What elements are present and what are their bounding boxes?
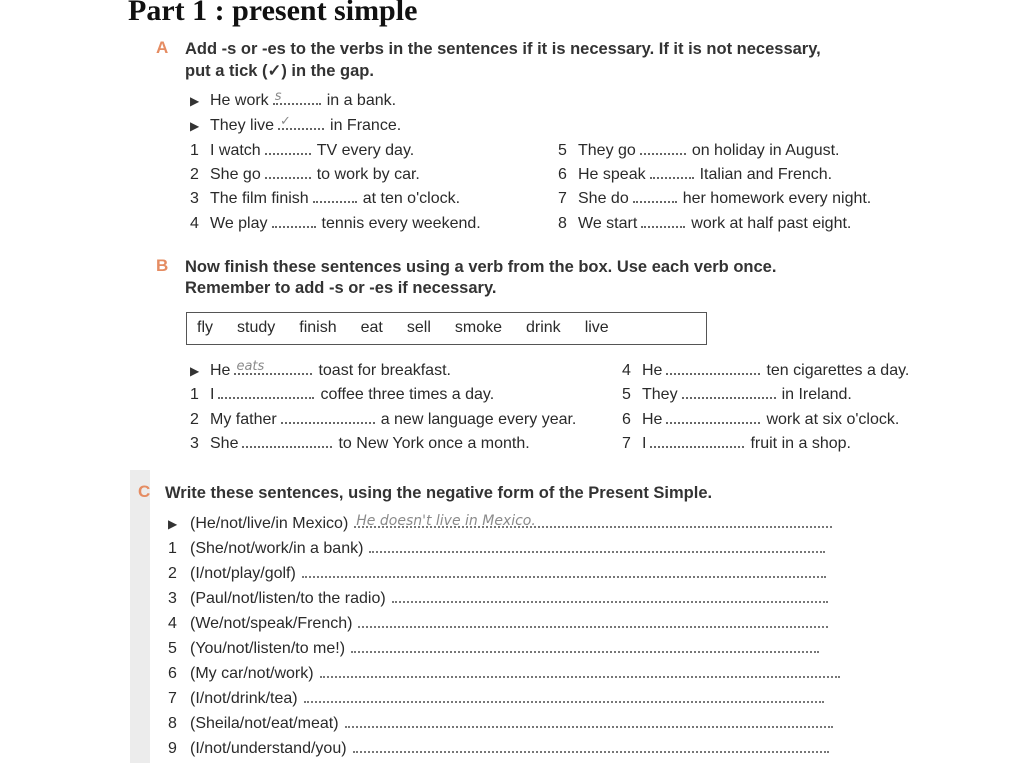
section-c-item: 6 (My car/not/work)	[168, 662, 840, 686]
section-c-item: 4 (We/not/speak/French)	[168, 612, 828, 636]
verb-word: sell	[406, 319, 431, 336]
answer-gap[interactable]	[650, 432, 744, 448]
section-a-item: 4 We play tennis every weekend.	[190, 212, 481, 236]
answer-line[interactable]	[358, 612, 828, 628]
section-a-item: 2 She go to work by car.	[190, 163, 420, 187]
section-a-item: 1 I watch TV every day.	[190, 139, 414, 163]
section-c-item: 7 (I/not/drink/tea)	[168, 687, 824, 711]
section-b-item: 4 He ten cigarettes a day.	[622, 359, 909, 383]
bullet-triangle-icon: ▶	[190, 364, 200, 378]
answer-gap[interactable]	[640, 139, 686, 155]
verb-box	[186, 312, 707, 345]
answer-gap[interactable]	[265, 139, 311, 155]
section-c-item: 9 (I/not/understand/you)	[168, 737, 829, 761]
section-c-item: 3 (Paul/not/listen/to the radio)	[168, 587, 828, 611]
section-b-item: 2 My father a new language every year.	[190, 408, 576, 432]
answer-gap[interactable]: s	[273, 89, 321, 105]
section-c-example: ▶ (He/not/live/in Mexico) He doesn't live in Mexico.	[168, 512, 832, 536]
section-a-item: 5 They go on holiday in August.	[558, 139, 839, 163]
section-a-item: 8 We start work at half past eight.	[558, 212, 851, 236]
verb-word: finish	[299, 319, 337, 336]
section-a-example-1: ▶ He work s in a bank.	[190, 89, 396, 113]
bullet-triangle-icon: ▶	[168, 517, 178, 531]
verb-word: smoke	[454, 319, 502, 336]
answer-line[interactable]: He doesn't live in Mexico.	[354, 512, 832, 528]
verb-word: study	[237, 319, 276, 336]
section-b-item: 7 I fruit in a shop.	[622, 432, 851, 456]
section-c-letter: C	[138, 482, 151, 501]
section-c-item: 5 (You/not/listen/to me!)	[168, 637, 819, 661]
section-c-instruction: Write these sentences, using the negative form of the Present Simple.	[165, 484, 713, 502]
verb-word: live	[584, 319, 609, 336]
answer-line[interactable]	[392, 587, 828, 603]
section-a-instruction-2: put a tick (✓) in the gap.	[185, 62, 374, 80]
section-b-item: 6 He work at six o'clock.	[622, 408, 899, 432]
answer-gap[interactable]	[218, 383, 314, 399]
answer-line[interactable]	[353, 737, 829, 753]
bullet-triangle-icon: ▶	[190, 119, 200, 133]
section-b-item: 5 They in Ireland.	[622, 383, 852, 407]
answer-line[interactable]	[320, 662, 840, 678]
section-b-letter: B	[156, 256, 169, 275]
section-c-item: 2 (I/not/play/golf)	[168, 562, 826, 586]
section-c-shade	[130, 470, 150, 763]
answer-line[interactable]	[369, 537, 825, 553]
section-b-instruction-1: Now finish these sentences using a verb from the box. Use each verb once.	[185, 258, 777, 276]
verb-word: drink	[526, 319, 561, 336]
bullet-triangle-icon: ▶	[190, 94, 200, 108]
section-c-item: 8 (Sheila/not/eat/meat)	[168, 712, 833, 736]
answer-line[interactable]	[345, 712, 833, 728]
section-c-item: 1 (She/not/work/in a bank)	[168, 537, 825, 561]
section-a-example-2: ▶ They live ✓ in France.	[190, 114, 401, 138]
section-b-instruction-2: Remember to add -s or -es if necessary.	[185, 279, 497, 297]
answer-gap[interactable]	[313, 187, 357, 203]
answer-gap[interactable]	[281, 408, 375, 424]
section-b-item: 1 I coffee three times a day.	[190, 383, 494, 407]
answer-gap[interactable]: ✓	[278, 114, 324, 130]
answer-gap[interactable]	[272, 212, 316, 228]
section-a-item: 3 The film finish at ten o'clock.	[190, 187, 460, 211]
section-a-instruction-1: Add -s or -es to the verbs in the sentences if it is necessary. If it is not necessary,	[185, 40, 821, 58]
verb-word: eat	[360, 319, 383, 336]
answer-line[interactable]	[351, 637, 819, 653]
verb-word: fly	[197, 319, 213, 336]
answer-gap[interactable]	[666, 359, 760, 375]
section-a-letter: A	[156, 38, 169, 57]
answer-gap[interactable]	[265, 163, 311, 179]
answer-line[interactable]	[302, 562, 826, 578]
answer-gap[interactable]	[633, 187, 677, 203]
section-b-example: ▶ He eats toast for breakfast.	[190, 359, 451, 383]
answer-gap[interactable]	[242, 432, 332, 448]
answer-gap[interactable]	[666, 408, 760, 424]
page-title: Part 1 : present simple	[128, 0, 418, 27]
answer-gap[interactable]: eats	[234, 359, 312, 375]
answer-gap[interactable]	[650, 163, 694, 179]
section-a-item: 6 He speak Italian and French.	[558, 163, 832, 187]
answer-gap[interactable]	[682, 383, 776, 399]
answer-line[interactable]	[304, 687, 824, 703]
section-a-item: 7 She do her homework every night.	[558, 187, 871, 211]
section-b-item: 3 She to New York once a month.	[190, 432, 530, 456]
answer-gap[interactable]	[641, 212, 685, 228]
